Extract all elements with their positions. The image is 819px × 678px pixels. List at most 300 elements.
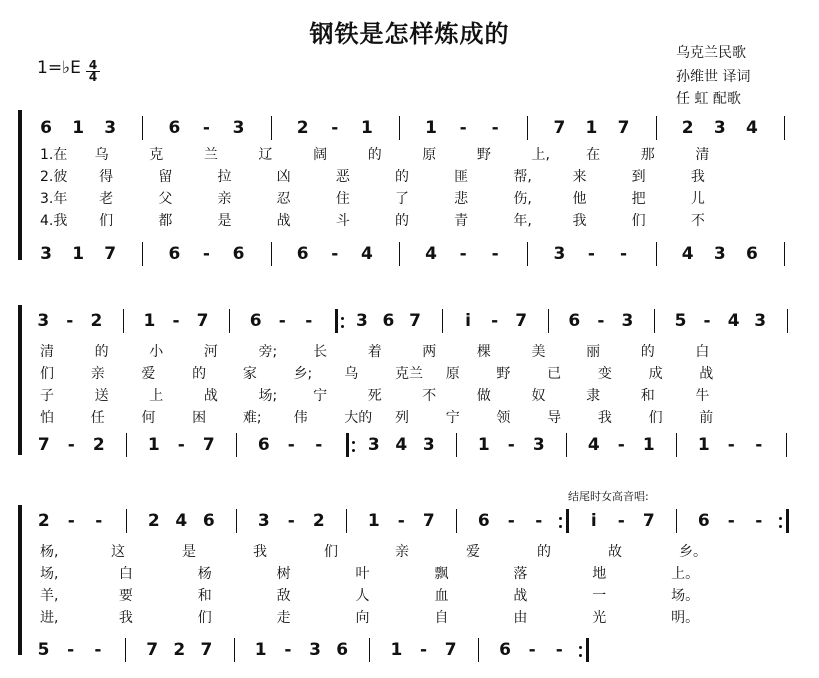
lyric-syllable: 场,: [40, 566, 59, 582]
lyric-syllable: 恶: [335, 169, 350, 185]
melody-note: -: [287, 511, 295, 531]
lyric-syllable: 我: [253, 544, 267, 560]
melody-note: -: [202, 118, 210, 138]
barline: [478, 638, 479, 662]
lyric-syllable: 留: [158, 169, 173, 185]
melody-note: 3: [257, 511, 270, 531]
time-signature-top: 4: [88, 58, 98, 72]
lyric-syllable: 做: [476, 388, 491, 404]
lyric-syllable: 们: [631, 213, 646, 229]
lyric-syllable: 们: [197, 610, 212, 626]
lyric-syllable: 树: [276, 566, 291, 582]
lyric-syllable: 杨,: [40, 544, 59, 560]
harmony-note: 6: [745, 244, 758, 264]
melody-note: 6: [168, 118, 181, 138]
lyric-syllable: 一: [592, 588, 607, 604]
lyric-syllable: 羊,: [40, 588, 59, 604]
harmony-note: -: [177, 435, 185, 455]
lyric-syllable: 亲: [217, 191, 232, 207]
lyric-syllable: 难;: [242, 410, 262, 426]
lyric-syllable: 白: [118, 566, 133, 582]
melody-note: 7: [409, 311, 421, 331]
lyric-syllable: 兰: [203, 147, 218, 163]
harmony-note: -: [315, 435, 323, 455]
harmony-note: 3: [309, 640, 321, 660]
lyric-syllable: 和: [197, 588, 212, 604]
melody-note: 6: [477, 511, 490, 531]
lyric-syllable: 得: [99, 169, 114, 185]
barline: [786, 433, 787, 457]
lyric-syllable: 自: [434, 610, 449, 626]
lyric-syllable: 前: [699, 410, 714, 426]
lyric-syllable: 大的: [344, 410, 373, 426]
barline: [399, 242, 400, 266]
harmony-note: -: [727, 435, 735, 455]
lyric-syllable: 清: [40, 344, 54, 360]
harmony-note: -: [491, 244, 499, 264]
lyric-syllable: 们: [324, 544, 338, 560]
barline: [456, 509, 457, 533]
lyric-syllable: 叶: [355, 566, 370, 582]
lyric-syllable: 地: [592, 566, 607, 582]
lyric-syllable: 光: [592, 610, 607, 626]
repeat-dot: [559, 525, 562, 528]
melody-note: 3: [37, 311, 50, 331]
lyric-syllable: 克: [149, 147, 164, 163]
harmony-note: 3: [553, 244, 566, 264]
lyric-syllable: 奴: [531, 388, 546, 404]
melody-note: i: [590, 511, 597, 531]
lyric-syllable: 原: [422, 147, 437, 163]
harmony-note: -: [555, 640, 563, 660]
lyric-syllable: 牛: [695, 388, 710, 404]
lyric-syllable: 成: [648, 366, 663, 382]
lyric-syllable: 的: [367, 147, 382, 163]
melody-note: 6: [40, 118, 52, 138]
ending-note: 结尾时女高音唱:: [568, 490, 649, 503]
harmony-note: 1: [254, 640, 267, 660]
harmony-note: 1: [697, 435, 710, 455]
lyric-syllable: 家: [242, 366, 257, 382]
lyric-syllable: 隶: [586, 388, 601, 404]
barline: [548, 309, 549, 333]
lyric-syllable: 们: [648, 410, 663, 426]
melody-note: -: [67, 511, 75, 531]
barline: [236, 509, 237, 533]
harmony-note: 4: [395, 435, 408, 455]
repeat-dot: [352, 441, 355, 444]
barline: [229, 309, 230, 333]
lyric-syllable: 在: [586, 147, 601, 163]
harmony-note: 3: [40, 244, 52, 264]
melody-note: 6: [202, 511, 215, 531]
melody-note: 3: [713, 118, 726, 138]
lyric-syllable: 进,: [40, 610, 59, 626]
lyric-syllable: 不: [422, 388, 437, 404]
lyric-syllable: 着: [367, 344, 382, 360]
harmony-note: 6: [257, 435, 270, 455]
melody-note: 3: [355, 311, 368, 331]
barline: [442, 309, 443, 333]
harmony-note: -: [620, 244, 628, 264]
melody-note: 3: [754, 311, 767, 331]
lyric-syllable: 亲: [395, 544, 409, 560]
barline: [142, 242, 143, 266]
melody-note: 7: [515, 311, 528, 331]
melody-note: 3: [104, 118, 117, 138]
lyric-syllable: 1.在: [40, 147, 68, 163]
lyric-syllable: 帮,: [513, 169, 532, 185]
lyric-syllable: 2.彼: [40, 169, 68, 185]
credit-translator: 孙维世 译词: [676, 69, 751, 85]
melody-note: 6: [382, 311, 395, 331]
harmony-note: 6: [499, 640, 511, 660]
time-signature-bottom: 4: [88, 70, 98, 84]
harmony-note: -: [459, 244, 467, 264]
harmony-note: -: [420, 640, 428, 660]
melody-note: 2: [37, 511, 50, 531]
lyric-syllable: 任: [90, 410, 105, 426]
barline: [786, 509, 789, 533]
system-brace: [18, 110, 22, 260]
melody-note: 4: [175, 511, 188, 531]
harmony-note: 6: [336, 640, 349, 660]
barline: [787, 309, 788, 333]
lyric-syllable: 走: [276, 610, 291, 626]
lyric-syllable: 敌: [276, 588, 291, 604]
barline: [586, 638, 589, 662]
lyric-syllable: 落: [513, 566, 528, 582]
melody-note: 1: [360, 118, 373, 138]
lyric-syllable: 爱: [466, 544, 480, 560]
melody-note: -: [459, 118, 467, 138]
melody-note: -: [491, 118, 499, 138]
barline: [123, 309, 124, 333]
melody-note: -: [755, 511, 763, 531]
lyric-syllable: 我: [572, 213, 587, 229]
lyric-syllable: 子: [40, 388, 54, 404]
lyric-syllable: 宁: [313, 388, 328, 404]
lyric-syllable: 儿: [690, 191, 705, 207]
lyric-syllable: 上。: [671, 566, 700, 582]
lyric-syllable: 辽: [258, 147, 273, 163]
melody-note: -: [535, 511, 543, 531]
repeat-dot: [779, 525, 782, 528]
lyric-syllable: 都: [158, 213, 173, 229]
barline: [566, 509, 569, 533]
harmony-note: -: [587, 244, 595, 264]
barline: [399, 116, 400, 140]
system-brace: [18, 505, 22, 655]
lyric-syllable: 故: [608, 544, 622, 560]
lyric-syllable: 战: [699, 366, 714, 382]
lyric-syllable: 宁: [445, 410, 460, 426]
harmony-note: 2: [173, 640, 186, 660]
lyric-syllable: 忍: [276, 191, 291, 207]
melody-note: 3: [621, 311, 634, 331]
lyric-syllable: 我: [118, 610, 133, 626]
lyric-syllable: 死: [367, 388, 382, 404]
harmony-note: -: [617, 435, 625, 455]
melody-note: 3: [232, 118, 245, 138]
harmony-note: -: [755, 435, 763, 455]
harmony-note: 4: [425, 244, 437, 264]
lyric-syllable: 河: [203, 344, 218, 360]
lyric-syllable: 的: [94, 344, 109, 360]
repeat-dot: [559, 517, 562, 520]
lyric-syllable: 由: [513, 610, 528, 626]
melody-note: 6: [568, 311, 581, 331]
harmony-note: 5: [37, 640, 50, 660]
lyric-syllable: 凶: [276, 169, 291, 185]
melody-note: 2: [90, 311, 103, 331]
lyric-syllable: 把: [631, 191, 646, 207]
lyric-syllable: 战: [513, 588, 528, 604]
score-system-3: [0, 505, 819, 675]
melody-note: -: [597, 311, 605, 331]
barline: [654, 309, 655, 333]
harmony-note: 1: [477, 435, 490, 455]
lyric-syllable: 的: [537, 544, 551, 560]
melody-note: 7: [196, 311, 209, 331]
melody-note: 7: [553, 118, 566, 138]
lyric-syllable: 列: [395, 410, 409, 426]
lyric-syllable: 白: [695, 344, 710, 360]
harmony-note: -: [202, 244, 210, 264]
lyric-syllable: 导: [547, 410, 562, 426]
harmony-note: 7: [37, 435, 50, 455]
harmony-note: 6: [296, 244, 309, 264]
lyric-syllable: 乡。: [679, 544, 707, 560]
lyric-syllable: 拉: [217, 169, 232, 185]
melody-note: -: [305, 311, 313, 331]
repeat-dot: [341, 325, 344, 328]
harmony-note: -: [507, 435, 515, 455]
credit-origin: 乌克兰民歌: [676, 45, 746, 61]
harmony-note: 3: [367, 435, 380, 455]
melody-note: 7: [642, 511, 655, 531]
harmony-note: 7: [104, 244, 117, 264]
lyric-syllable: 清: [695, 147, 710, 163]
harmony-note: -: [67, 640, 75, 660]
lyric-syllable: 上: [149, 388, 164, 404]
harmony-note: 1: [642, 435, 655, 455]
harmony-note: 7: [146, 640, 159, 660]
barline: [126, 509, 127, 533]
harmony-note: 3: [713, 244, 726, 264]
barline: [566, 433, 567, 457]
melody-note: 7: [617, 118, 630, 138]
lyric-syllable: 原: [445, 366, 460, 382]
melody-note: -: [172, 311, 180, 331]
melody-note: -: [703, 311, 711, 331]
lyric-syllable: 父: [158, 191, 173, 207]
song-title: 钢铁是怎样炼成的: [309, 20, 510, 48]
harmony-note: 3: [532, 435, 545, 455]
harmony-note: 3: [422, 435, 435, 455]
repeat-dot: [579, 646, 582, 649]
barline: [527, 242, 528, 266]
lyric-syllable: 到: [631, 169, 646, 185]
melody-note: 2: [296, 118, 309, 138]
lyric-syllable: 克兰: [395, 366, 423, 382]
lyric-syllable: 两: [422, 344, 437, 360]
lyric-syllable: 场;: [258, 388, 278, 404]
barline: [142, 116, 143, 140]
lyric-syllable: 向: [355, 610, 370, 626]
lyric-syllable: 明。: [671, 610, 700, 626]
melody-note: -: [397, 511, 405, 531]
harmony-note: -: [67, 435, 75, 455]
harmony-note: -: [284, 640, 292, 660]
barline: [126, 433, 127, 457]
lyric-syllable: 阔: [313, 147, 328, 163]
lyric-syllable: 上,: [531, 147, 550, 163]
lyric-syllable: 匪: [454, 169, 469, 185]
lyric-syllable: 是: [182, 544, 196, 560]
melody-note: 2: [312, 511, 325, 531]
lyric-syllable: 棵: [476, 344, 491, 360]
lyric-syllable: 4.我: [40, 213, 68, 229]
lyric-syllable: 战: [276, 213, 291, 229]
harmony-note: 4: [587, 435, 600, 455]
lyric-syllable: 已: [547, 366, 562, 382]
lyric-syllable: 伟: [293, 410, 308, 426]
repeat-dot: [352, 449, 355, 452]
lyric-syllable: 何: [141, 410, 156, 426]
lyric-syllable: 3.年: [40, 191, 68, 207]
harmony-note: 6: [168, 244, 181, 264]
barline: [335, 309, 338, 333]
melody-note: 6: [697, 511, 710, 531]
melody-note: -: [507, 511, 515, 531]
lyric-syllable: 杨: [197, 566, 212, 582]
lyric-syllable: 我: [690, 169, 705, 185]
lyric-syllable: 不: [690, 213, 705, 229]
lyric-syllable: 丽: [586, 344, 601, 360]
lyric-syllable: 战: [203, 388, 218, 404]
melody-note: -: [66, 311, 74, 331]
barline: [346, 433, 349, 457]
barline: [456, 433, 457, 457]
harmony-note: 1: [72, 244, 85, 264]
barline: [676, 433, 677, 457]
lyric-syllable: 年,: [513, 213, 532, 229]
harmony-note: 6: [232, 244, 245, 264]
lyric-syllable: 乌: [344, 366, 359, 382]
melody-note: -: [95, 511, 103, 531]
credit-arranger: 任 虹 配歌: [676, 91, 741, 107]
time-signature: [86, 60, 100, 83]
system-brace: [18, 305, 22, 455]
harmony-note: 7: [200, 640, 213, 660]
barline: [676, 509, 677, 533]
melody-note: 1: [367, 511, 380, 531]
score-system-1: [0, 110, 819, 270]
lyric-syllable: 伤,: [513, 191, 532, 207]
barline: [784, 116, 785, 140]
melody-note: -: [491, 311, 499, 331]
melody-note: 4: [745, 118, 758, 138]
melody-note: 4: [727, 311, 740, 331]
lyric-syllable: 爱: [141, 366, 156, 382]
lyric-syllable: 们: [40, 366, 54, 382]
lyric-syllable: 来: [572, 169, 587, 185]
lyric-syllable: 变: [597, 366, 612, 382]
melody-note: -: [727, 511, 735, 531]
lyric-syllable: 他: [572, 191, 587, 207]
melody-note: 5: [674, 311, 687, 331]
lyric-syllable: 的: [640, 344, 655, 360]
lyric-syllable: 和: [640, 388, 655, 404]
key-signature: 1=♭E: [37, 58, 81, 78]
lyric-syllable: 送: [94, 388, 109, 404]
lyric-syllable: 要: [118, 588, 133, 604]
melody-note: 7: [422, 511, 435, 531]
melody-note: 1: [72, 118, 85, 138]
lyric-syllable: 亲: [90, 366, 105, 382]
barline: [125, 638, 126, 662]
lyric-syllable: 斗: [335, 213, 350, 229]
barline: [236, 433, 237, 457]
lyric-syllable: 悲: [454, 191, 469, 207]
barline: [271, 116, 272, 140]
lyric-syllable: 小: [149, 344, 164, 360]
lyric-syllable: 了: [395, 191, 409, 207]
barline: [784, 242, 785, 266]
lyric-syllable: 野: [476, 147, 491, 163]
harmony-note: -: [331, 244, 339, 264]
lyric-syllable: 的: [192, 366, 207, 382]
repeat-dot: [341, 317, 344, 320]
melody-note: 2: [147, 511, 160, 531]
lyric-syllable: 的: [395, 169, 409, 185]
harmony-note: 2: [92, 435, 105, 455]
melody-note: 1: [143, 311, 156, 331]
lyric-syllable: 困: [192, 410, 207, 426]
barline: [527, 116, 528, 140]
harmony-note: 1: [147, 435, 160, 455]
harmony-note: 1: [390, 640, 403, 660]
lyric-syllable: 我: [597, 410, 612, 426]
lyric-syllable: 是: [217, 213, 232, 229]
melody-note: i: [465, 311, 471, 331]
harmony-note: -: [287, 435, 295, 455]
repeat-dot: [579, 654, 582, 657]
lyric-syllable: 长: [313, 344, 328, 360]
barline: [369, 638, 370, 662]
melody-note: 2: [681, 118, 694, 138]
melody-note: 1: [585, 118, 598, 138]
lyric-syllable: 老: [99, 191, 114, 207]
harmony-note: 7: [444, 640, 457, 660]
lyric-syllable: 乌: [94, 147, 109, 163]
lyric-syllable: 青: [454, 213, 469, 229]
lyric-syllable: 血: [434, 588, 449, 604]
barline: [656, 242, 657, 266]
score-system-2: [0, 305, 819, 475]
repeat-dot: [779, 517, 782, 520]
lyric-syllable: 飘: [434, 566, 449, 582]
melody-note: -: [331, 118, 339, 138]
melody-note: -: [617, 511, 625, 531]
melody-note: 1: [425, 118, 437, 138]
harmony-note: 4: [360, 244, 373, 264]
harmony-note: -: [94, 640, 102, 660]
melody-note: -: [278, 311, 286, 331]
lyric-syllable: 的: [395, 213, 409, 229]
barline: [656, 116, 657, 140]
